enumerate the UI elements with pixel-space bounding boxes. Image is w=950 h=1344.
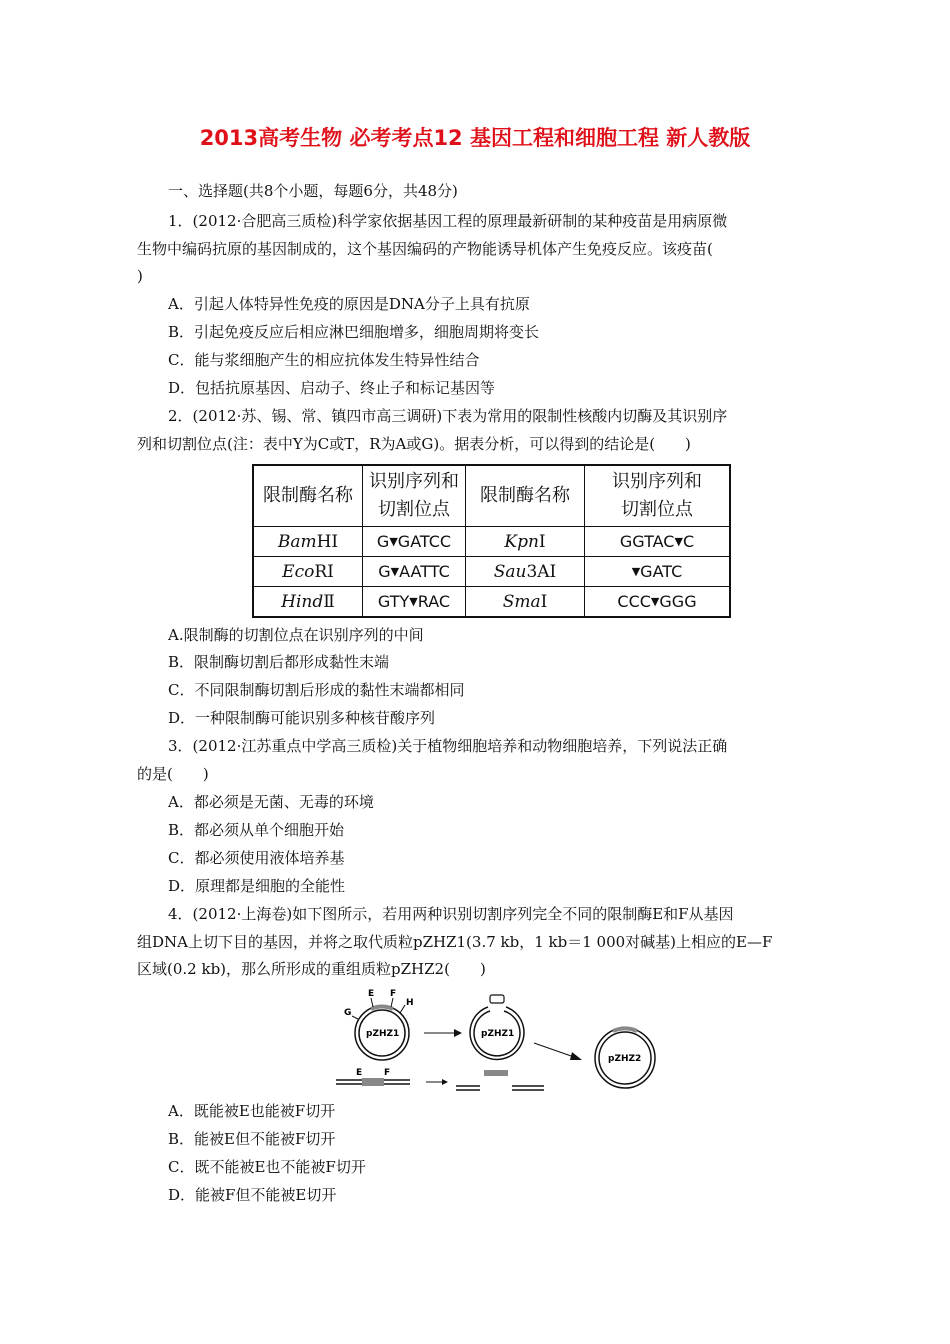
plasmid1-label: pZHZ1 [366, 1029, 400, 1039]
enzyme-italic: Eco [282, 561, 315, 582]
header-sequence-1 [363, 465, 466, 527]
seq-right: GGG [659, 592, 697, 611]
q4-option-a: A．既能被E也能被F切开 [168, 1102, 336, 1120]
seq-left: G [376, 532, 390, 551]
recognition-sequence [585, 527, 731, 557]
q4-stem-line-2: 组DNA上切下目的基因，并将之取代质粒pZHZ1(3.7 kb，1 kb＝1 000对碱基)上相应的E—F [137, 933, 773, 951]
enzyme-suffix: RⅠ [314, 561, 334, 582]
page-title: 2013高考生物 必考考点12 基因工程和细胞工程 新人教版 [199, 126, 751, 150]
dna-e-label: E [356, 1068, 363, 1078]
site-e-label: E [368, 989, 375, 999]
q3-stem-line-2: 的是( ) [137, 765, 209, 783]
dna-f-label: F [384, 1068, 391, 1078]
cut-arrow-icon: ▼ [650, 595, 660, 608]
cut-arrow-icon: ▼ [409, 595, 418, 608]
seq-left: GTY [377, 592, 410, 611]
cut-fragments [456, 1070, 544, 1090]
enzyme-italic: Sau [493, 561, 527, 582]
table-row [253, 587, 730, 618]
plasmid-pzhz1-original [344, 989, 414, 1060]
q3-option-a: A．都必须是无菌、无毒的环境 [168, 793, 374, 811]
header-enzyme-name-2: 限制酶名称 [466, 465, 585, 527]
q1-option-c: C．能与浆细胞产生的相应抗体发生特异性结合 [168, 351, 480, 369]
table-header-row [253, 465, 730, 527]
seq-left: GGTAC [619, 532, 675, 551]
q3-stem-line-1: 3．(2012·江苏重点中学高三质检)关于植物细胞培养和动物细胞培养，下列说法正确 [168, 737, 728, 755]
q2-option-c: C．不同限制酶切割后形成的黏性末端都相同 [168, 681, 465, 699]
q1-stem-line-1: 1．(2012·合肥高三质检)科学家依据基因工程的原理最新研制的某种疫苗是用病原微 [168, 212, 728, 230]
arrow-right-icon [534, 1043, 582, 1060]
removed-fragment [490, 995, 504, 1003]
enzyme-suffix: 3AⅠ [526, 561, 557, 582]
enzyme-table [252, 464, 731, 618]
cut-arrow-icon: ▼ [390, 565, 400, 578]
enzyme-name [253, 527, 363, 557]
site-h-label: H [406, 998, 414, 1008]
enzyme-suffix: Ⅱ [323, 591, 335, 612]
q2-stem-line-1: 2．(2012·苏、锡、常、镇四市高三调研)下表为常用的限制性核酸内切酶及其识别序 [168, 407, 728, 425]
q3-option-b: B．都必须从单个细胞开始 [168, 821, 345, 839]
enzyme-name [466, 587, 585, 618]
site-f-label: F [390, 989, 397, 999]
q3-option-c: C．都必须使用液体培养基 [168, 849, 345, 867]
target-region [371, 1007, 393, 1009]
q1-option-a: A．引起人体特异性免疫的原因是DNA分子上具有抗原 [168, 295, 530, 313]
arrow-right-icon [426, 1079, 448, 1085]
q2-option-a: A.限制酶的切割位点在识别序列的中间 [168, 626, 424, 644]
q1-stem-line-3: ) [137, 267, 143, 285]
enzyme-suffix: Ⅰ [540, 591, 548, 612]
q4-option-b: B．能被E但不能被F切开 [168, 1130, 336, 1148]
q4-option-d: D．能被F但不能被E切开 [168, 1186, 337, 1204]
q2-stem-line-2: 列和切割位点(注：表中Y为C或T，R为A或G)。据表分析，可以得到的结论是( ) [137, 435, 691, 453]
q2-option-d: D．一种限制酶可能识别多种核苷酸序列 [168, 709, 436, 727]
genomic-dna [336, 1068, 410, 1086]
enzyme-name [466, 527, 585, 557]
enzyme-italic: Kpn [504, 531, 539, 552]
seq-right: AATTC [399, 562, 450, 581]
plasmid-pzhz1-cut [470, 995, 524, 1059]
cut-arrow-icon: ▼ [389, 535, 398, 548]
table-row [253, 527, 730, 557]
enzyme-italic: Sma [502, 591, 541, 612]
enzyme-italic: Hind [281, 591, 324, 612]
enzyme-italic: Bam [277, 531, 317, 552]
q3-option-d: D．原理都是细胞的全能性 [168, 877, 346, 895]
site-g-label: G [344, 1008, 352, 1018]
seq-right: GATCC [397, 532, 452, 551]
recognition-sequence [363, 527, 466, 557]
plasmid2-label: pZHZ1 [481, 1029, 515, 1039]
plasmid-pzhz2 [580, 1023, 670, 1093]
seq-right: C [682, 532, 695, 551]
enzyme-suffix: HⅠ [316, 531, 339, 552]
plasmid3-label: pZHZ2 [608, 1054, 642, 1064]
header-seq-line1: 识别序列和 [369, 471, 459, 492]
seq-left: CCC [617, 592, 651, 611]
q4-option-c: C．既不能被E也不能被F切开 [168, 1158, 366, 1176]
q1-option-d: D．包括抗原基因、启动子、终止子和标记基因等 [168, 379, 496, 397]
q1-option-b: B．引起免疫反应后相应淋巴细胞增多，细胞周期将变长 [168, 323, 540, 341]
arrow-right-icon [424, 1029, 462, 1037]
q2-option-b: B．限制酶切割后都形成黏性末端 [168, 653, 390, 671]
header-seq-line2: 切割位点 [378, 499, 450, 520]
cut-arrow-icon: ▼ [674, 535, 683, 548]
seq-left: G [378, 562, 391, 581]
recognition-sequence [363, 587, 466, 618]
recognition-sequence [363, 557, 466, 587]
header-seq-line1: 识别序列和 [612, 471, 702, 492]
target-gene [362, 1078, 384, 1086]
table-row [253, 557, 730, 587]
recognition-sequence [585, 587, 731, 618]
enzyme-suffix: Ⅰ [538, 531, 546, 552]
q4-stem-line-3: 区域(0.2 kb)，那么所形成的重组质粒pZHZ2( ) [137, 960, 486, 978]
cut-arrow-icon: ▼ [631, 565, 641, 578]
header-seq-line2: 切割位点 [621, 499, 693, 520]
enzyme-name [253, 587, 363, 618]
seq-right: RAC [417, 592, 451, 611]
recognition-sequence [585, 557, 731, 587]
inserted-gene [613, 1028, 637, 1031]
seq-right: GATC [640, 562, 683, 581]
section-heading: 一、选择题(共8个小题，每题6分，共48分) [168, 182, 458, 200]
enzyme-name [466, 557, 585, 587]
excised-gene [484, 1070, 508, 1076]
q1-stem-line-2: 生物中编码抗原的基因制成的，这个基因编码的产物能诱导机体产生免疫反应。该疫苗( [137, 240, 713, 258]
enzyme-name [253, 557, 363, 587]
header-sequence-2 [585, 465, 731, 527]
q4-stem-line-1: 4．(2012·上海卷)如下图所示，若用两种识别切割序列完全不同的限制酶E和F从基因 [168, 905, 734, 923]
header-enzyme-name-1: 限制酶名称 [253, 465, 363, 527]
